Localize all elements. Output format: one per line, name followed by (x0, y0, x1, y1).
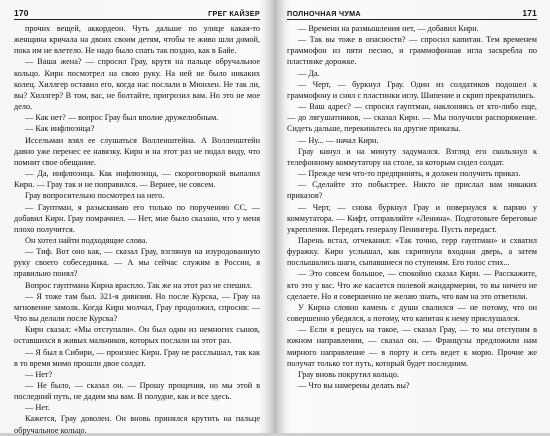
right-running-head (287, 8, 537, 20)
paragraph: — Сделайте это побыстрее. Никто не прислал вам никаких приказов? (287, 180, 537, 201)
paragraph: — Если я решусь на такое, — сказал Грау, — то мы отступим в южном направлении, — сказал он. — Французы предложили нам мирного направление — в порту и сеть ведет к морю. Прочие же получат только тот путь, который будет последним. (287, 325, 537, 368)
paragraph: Парень встал, отчеканил: «Так точно, герр гауптман» и схватил фуражку. Кирн услышал, как скрипнула входная дверь, а затем послышались шаги, сыпавшиеся по ступеням. Его голос стих... (287, 235, 537, 268)
right-page (287, 8, 537, 426)
paragraph: — Это совсем большое, — спокойно сказал Кирн. — Расскажите, кто это у вас. Что же касается полевой жандармерии, то вы ничего не сделаете. Но я совершенно не желаю знать, что вам на это ответили. (287, 269, 537, 301)
paragraph: — Черт, — буркнул Грау. Один из солдатиков подошел к граммофону и снял с пластинки иглу. Шипение и скрип прекратились. (287, 79, 537, 100)
paragraph: — Черт, — снова буркнул Грау и повернулся к парню у коммутатора. — Кифт, отправляйте «Ленина». Подготовьте береговые укрепления. Передать генералу Пенингера. Пусть передаст. (287, 202, 537, 234)
running-title: ПОЛНОЧНАЯ ЧУМА (287, 9, 361, 18)
left-page-text (14, 23, 260, 436)
paragraph: — Да. (298, 68, 320, 78)
running-title: ГРЕГ КАЙЗЕР (208, 9, 260, 18)
paragraph: — Я был в Сибири, — произнес Кирн. Грау не расслышал, так как в то время мимо прошли двое солдат. (14, 347, 260, 368)
paragraph: — Не было, — сказал он. — Прошу прощения, но мы этой в последний путь, не дадим мы вам. В полудне, как и все здесь. (14, 381, 260, 402)
paragraph: прочих вещей, аккордеон. Чуть дальше по улице какая-то женщина кричала на двоих своим детям, чтобы те живо шли домой, пока им не влетело. Не надо было спать так поздно, как в Байе. (14, 24, 260, 56)
page-number: 170 (14, 8, 29, 18)
left-running-head (14, 8, 260, 20)
paragraph: — Да, инфлюэнца. Как инфлюэнца, — скороговоркой выпалил Кирн. — Грау так и не поправился. — Вернее, не совсем. (14, 169, 260, 190)
paragraph: Грау кинул и на минуту задумался. Взгляд его скользнул к телефонному коммутатору на столе, за которым сидел солдат. (287, 146, 537, 167)
paragraph: Грау вопросительно посмотрел на него. (25, 191, 165, 201)
right-page-text (287, 23, 537, 391)
paragraph: Кажется, Грау доволен. Он вновь принялся крутить на пальце обручальное кольцо. (14, 414, 260, 435)
paragraph: — Ваш адрес? — спросил гауптман, наклоняясь от кто-либо еще, — до лягушатников, — сказал Кирн. — Мы получили распоряжение. Сидеть дальше, перекиньтесь на другие приказы. (287, 102, 537, 134)
paragraph: Грау вновь покрутил кольцо. (298, 369, 399, 379)
book-spine (265, 0, 285, 433)
paragraph: — Я тоже там был. 321-я дивизия. Но после Курска, — Грау на мгновение замолк. Когда Кирн молчал, Грау продолжил, спросив: — Что вы делали после Курска? (14, 291, 260, 324)
paragraph: — Что вы намерены делать вы? (298, 381, 410, 390)
paragraph: — Времени на размышления нет, — добавил Кирн. (298, 24, 479, 33)
paragraph: Вопрос гауптмана Кирна враспло. Так же на этот раз не спешил. (25, 280, 252, 290)
paragraph: — Гауптман, я разыскиваю его только по поручению СС, — добавил Кирн. Грау помрачнел. — Нет, мне было сказано, что у меня плохо получится. (14, 202, 260, 234)
paragraph: У Кирна словно камень с души свалился — не потому, что он совершенно убедился, а потому, что капитан к нему прислушался. (287, 302, 537, 324)
paragraph: Иссельман взял ее слушаться Волленштейна. А Волленштейн давно уже перенес ее навязку. Кирн и на этот раз не подал виду, что помнит свое обещание. (14, 135, 260, 167)
paragraph: Он хотел найти подходящие слова. (25, 235, 148, 245)
page-number: 171 (522, 8, 537, 18)
paragraph: Кирн сказал: «Мы отступали». Он был один из немногих сынов, оставшихся в живых мальчиков, которых послали на этот раз. (14, 325, 260, 346)
paragraph: — Ваша жена? — спросил Грау, крутя на пальце обручальное кольцо. Кирн посмотрел на свою руку. На ней не было никаких колец. Хиллгер оставил его, когда нас послали в Мюнхен. Не так ли, вы? Хиллгер? В том, вас, не болтайте, пригрозил вам. Но это не мое дело. (14, 57, 260, 112)
paragraph: — Тиф. Вот оно как, — сказал Грау, взглянув на изуродованную руку своего собеседника. — А мы сейчас служим в России, я правильно понял? (14, 247, 260, 279)
paragraph: — Прежде чем что-то предпринять, я должен получить приказ. (298, 169, 521, 179)
paragraph: — Как нет? — вопрос Грау был вполне дружелюбным. (25, 113, 219, 123)
paragraph: — Так вы тоже в опасности? — спросил капитан. Тем временем граммофон из пяти песню, и граммофонная игла заскребла по пластинке дорожке. (287, 35, 537, 67)
paragraph: — Нет. (25, 403, 50, 413)
paragraph: — Ну... — начал Кирн. (298, 135, 379, 145)
paragraph: — Нет? (25, 369, 53, 379)
paragraph: — Как инфлюэнца? (25, 124, 95, 134)
left-page (14, 8, 260, 435)
